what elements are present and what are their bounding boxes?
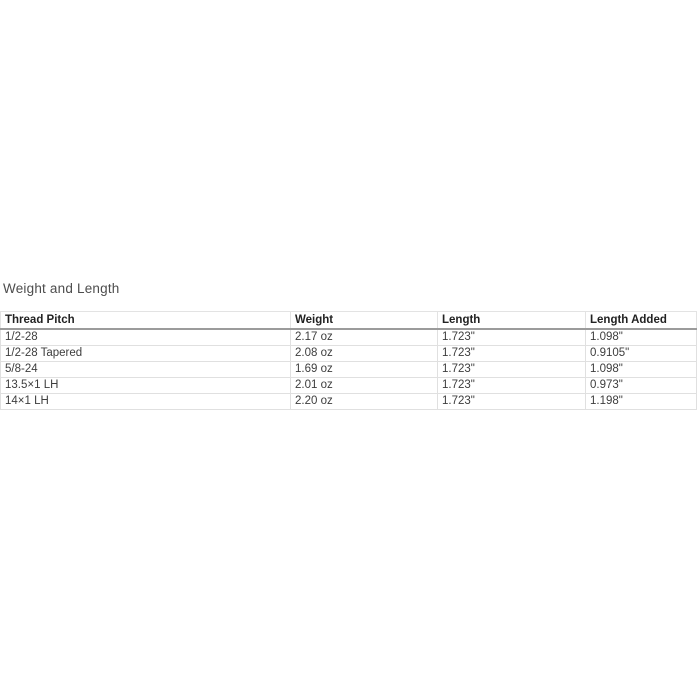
cell-length: 1.723" (438, 346, 586, 362)
cell-weight: 2.01 oz (291, 378, 438, 394)
cell-weight: 2.08 oz (291, 346, 438, 362)
table-row (1, 329, 697, 346)
cell-length-added: 0.973" (586, 378, 697, 394)
column-header-length-added: Length Added (586, 312, 697, 330)
cell-weight: 2.17 oz (291, 329, 438, 346)
cell-length-added: 0.9105" (586, 346, 697, 362)
cell-length: 1.723" (438, 362, 586, 378)
cell-length: 1.723" (438, 329, 586, 346)
cell-length-added: 1.198" (586, 394, 697, 410)
table-row (1, 362, 697, 378)
cell-thread-pitch: 5/8-24 (1, 362, 291, 378)
cell-length-added: 1.098" (586, 329, 697, 346)
table-header-row (1, 312, 697, 330)
section-heading-weight-and-length: Weight and Length (3, 281, 120, 296)
column-header-weight: Weight (291, 312, 438, 330)
cell-thread-pitch: 1/2-28 Tapered (1, 346, 291, 362)
table-header (1, 312, 697, 330)
weight-and-length-table (0, 311, 697, 410)
cell-length: 1.723" (438, 394, 586, 410)
table-body (1, 329, 697, 410)
table-row (1, 346, 697, 362)
cell-thread-pitch: 1/2-28 (1, 329, 291, 346)
cell-weight: 2.20 oz (291, 394, 438, 410)
cell-thread-pitch: 14×1 LH (1, 394, 291, 410)
table-row (1, 378, 697, 394)
cell-length-added: 1.098" (586, 362, 697, 378)
column-header-thread-pitch: Thread Pitch (1, 312, 291, 330)
cell-length: 1.723" (438, 378, 586, 394)
cell-thread-pitch: 13.5×1 LH (1, 378, 291, 394)
cell-weight: 1.69 oz (291, 362, 438, 378)
table-row (1, 394, 697, 410)
column-header-length: Length (438, 312, 586, 330)
